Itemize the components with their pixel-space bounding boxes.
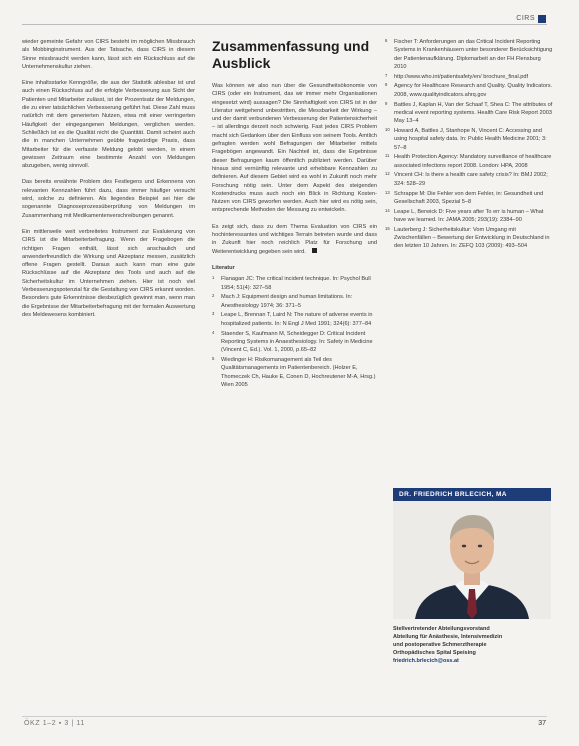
reference-item: 13 Schrappe M: Die Fehler von dem Fehler, in: Gesundheit und Gesellschaft 2003, Spezial 5–8 [385,189,544,205]
reference-item: 5 Wiedinger H: Risikomanagement als Teil des Qualitätsmanagements im Patientenbereich. (Holzer E, Thomeczek Ch, Hauke E, Conen D, Hochreutener M-A, Hrsg.) Wien 2005 [212,355,376,388]
column-right [385,38,553,252]
author-caption: Stellvertretender Abteilungsvorstand Abteilung für Anästhesie, Intensivmedizin und postoperative Schmerztherapie Orthopädisches Spital Speising friedrich.brlecich@oss.at [393,625,551,665]
page-number: 37 [538,720,546,727]
reference-item: 15 Lauterberg J: Sicherheitskultur: Vom Umgang mit Zwischenfällen – Bewertung der Entwicklung in Deutschland in den letzten 10 Jahren. In: ZEFQ 103 (2009): 493–504 [385,225,550,250]
column-middle [212,38,377,391]
header-rule [22,24,547,25]
paragraph: Was können wir also nun über die Gesundheitsökonomie von CIRS (oder ein Instrument, das wir immer mehr Organisationen eingesetzt wird) aussagen? Die Sinnhaftigkeit von CIRS ist in der Literatur weitgehend unbestritten, die Messbarkeit der Wirkung – und der damit verbundenen Verbesserung der Patientensicherheit – ist allerdings derzeit noch schwierig. Fast jedes CIRS Problem macht sich Gedanken über den Einfluss von seinem Tools. Amtlich gefragten werden wohl Befragungen der Mitarbeiter mittels Fragebögen angewandt. Ein Nachteil ist, dass die Ergebnisse dieser Befragungen kaum öffentlich publiziert werden. Darüber hinaus sind vernünftig relevante und erhebbare Kennzahlen zu definieren. Auf diesem Gebiet wird es wohl in Zukunft noch mehr Forschung nötig sein. Unter dem Aspekt des steigenden Kostendrucks muss auch noch ein Blick in Richtung Kosten-Nutzen von CIRS geworfen werden. Auch hier wird es nötig sein, entsprechende Methoden der Messung zu entwickeln. [212,83,377,214]
journal-issue: ÖKZ 1–2 ▪ 3 | 11 [24,720,85,727]
reference-item: 10 Howard A, Battles J, Stanhope N, Vincent C: Accessing and using hospital safety data. In: Public Health Medicine 2001; 3: 57–8 [385,126,547,151]
reference-item: 11 Health Protection Agency: Mandatory surveillance of healthcare associated infections report 2008. London: HPA, 2008 [385,153,552,169]
author-name: DR. FRIEDRICH BRLECICH, MA [393,488,551,501]
paragraph: Das bereits erwähnte Problem des Festlegens und Erkennens von relevanten Kennzahlen führt dazu, dass immer häufiger versucht wird, solche zu definieren. Als liegendes Beispiel sei hier die sogenannte Diagnoseprozessüberprüfung von Meldungen im Zusammenhang mit Medikamentenverschreibungen genannt. [22,179,195,219]
footer-rule [22,716,547,717]
reference-item: 8 Agency for Healthcare Research and Quality. Quality Indicators. 2008, www.qualityindicators.ahrq.gov [385,82,553,98]
reference-item: 7 http://www.who.int/patientsafety/en/ brochure_final.pdf [385,72,529,80]
section-heading: Zusammenfassung und Ausblick [212,38,370,71]
closing-text: Es zeigt sich, dass zu dem Thema Evaluation von CIRS ein hochinteressantes und wichtiges Terrain betreten wurde und dass in Zukunft hier noch reichlich Platz für Forschung und Weiterentwicklung gegeben sein wird. [212,223,377,255]
portrait-illustration [393,501,551,619]
author-box [393,488,551,665]
paragraph [212,223,377,256]
literature-heading: Literatur [212,264,235,271]
column-left [22,38,195,327]
reference-item: 14 Leape L, Berwick D: Five years after To err is human – What have we learned. In: JAMA 2005; 293(19): 2384–90 [385,207,544,223]
paragraph: wieder gemeinte Gefahr von CIRS besteht im möglichen Missbrauch als Mobbinginstrument. Aus der Tatsache, dass CIRS in diesem Sinne missbraucht werden kann, lässt sich ein Rückschluss auf die Unternehmenskultur ziehen. [22,39,195,70]
reference-item: 4 Staender S, Kaufmann M, Scheidegger D: Critical Incident Reporting Systems in Anaesthesiology. In: Safety in Medicine (Vincent C, Ed.). Vol. 1, 2000, p.65–82 [212,329,373,354]
reference-list [385,38,553,251]
section-marker [538,15,546,23]
reference-item: 12 Vincent CH: Is there a health care safety crisis? In: BMJ 2002; 324: 528–29 [385,171,548,187]
paragraph: Ein mittlerweile weit verbreitetes Instrument zur Evaluierung von CIRS ist die Mitarbeiterbefragung. Wenn der Fragebogen die richtigen Fragen enthält, lässt sich anschaulich und anwenderfreundlich die Wirkung und Akzeptanz messen, zusätzlich offene Fragen gestellt. Daraus auch kann man eine gute Rückschlüsse auf die Akzeptanz des Tools und auch auf die Sicherheitskultur im Unternehmen ziehen. Hier ist noch viel Verbesserungspotenzial für die Gestaltung von CIRS erkannt worden. Besonders gute Erkenntnisse diesbezüglich gewinnt man, wenn man die Ergebnisse der Mitarbeiterbefragung mit der formalen Auswertung des Meldewesens kombiniert. [22,228,195,318]
author-photo [393,501,551,619]
paragraph: Eine inhaltsstarke Kenngröße, die aus der Statistik ablesbar ist und auch einen Rückschluss auf die erfolgte Verbesserung aus Sicht der Patienten und Mitarbeiter zulässt, ist der Prozentsatz der Meldungen, die zu einer tatsächlichen Verbesserung geführt hat. Diese Zahl muss natürlich mit dem generierten Nutzen, etwa mit einer verringerten Häufigkeit der eingegangenen Meldungen, verglichen werden. Schließlich ist es die Qualität nicht die Quantität. Damit scheint auch die in manchen Unternehmen geübte fragwürdige Praxis, dass Mitarbeiter für die verfasste Meldung gelobt werden, in einem gewissen Zeitraum eine bestimmte Anzahl von Meldungen abzugeben, wenig sinnvoll. [22,80,195,170]
author-email: friedrich.brlecich@oss.at [393,658,459,664]
reference-item: 2 Mach J: Equipment design and human limitations. In: Anesthesiology 1974; 36: 371–5 [212,293,353,309]
reference-item: 9 Battles J, Kaplan H, Van der Schaaf T, Shea C: The attributes of medical event reporting systems. Health Care Risk Report 2003 May 13–4 [385,100,553,125]
reference-item: 1 Flanagan JC: The critical incident technique. In: Psychol Bull 1954; 51(4): 327–58 [212,275,371,291]
section-label: CIRS [516,15,535,22]
reference-item: 6 Fischer T: Anforderungen an das Critical Incident Reporting Systems in Krankenhäusern unter besonderer Berücksichtigung der Patientenaufklärung. Diplomarbeit an der FH Flensburg 2010 [385,38,553,70]
end-of-article-mark [312,248,317,253]
reference-list [212,275,377,389]
reference-item: 3 Leape L, Brennan T, Laird N: The nature of adverse events in hospitalized patients. In: N Engl J Med 1991; 324(6): 377–84 [212,311,373,327]
